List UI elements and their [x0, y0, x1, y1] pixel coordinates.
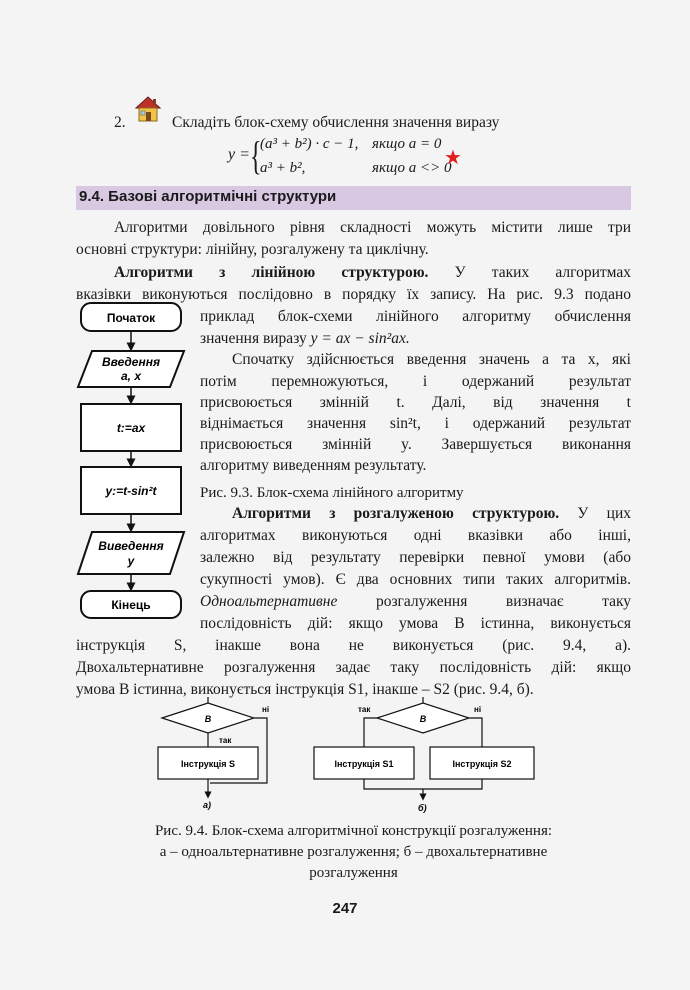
- linear-line-4-pre: значення виразу: [200, 330, 307, 347]
- diagram-b-yes-label: так: [358, 705, 371, 714]
- seq-line-4: віднімається значення sin²t, і одержаний результат: [200, 415, 631, 432]
- star-icon: ★: [444, 145, 462, 169]
- branch-line-1-rest: У цих: [577, 505, 631, 522]
- diagram-a: [158, 697, 269, 810]
- branch-heading: Алгоритми з розгалуженою структурою.: [232, 505, 560, 522]
- fig94-caption-line-1: Рис. 9.4. Блок-схема алгоритмічної конструкції розгалуження:: [154, 823, 553, 839]
- diagram-b: [314, 697, 534, 813]
- diagram-a-instr-label: Інструкція S: [180, 759, 236, 769]
- seq-line-5: присвоюється змінній y. Завершується виконання: [200, 436, 631, 453]
- seq-line-1: Спочатку здійснюється введення значень a та x, які: [232, 351, 631, 368]
- branch-line-4: сукупності умов). Є два основних типи таких алгоритмів.: [200, 571, 631, 588]
- start-label: Початок: [106, 311, 156, 325]
- branch-line-5-rest: розгалуження визначає таку: [375, 593, 632, 610]
- intro-line-1: Алгоритми довільного рівня складності можуть містити лише три: [114, 219, 631, 236]
- page-number: 247: [332, 900, 358, 917]
- formula: [224, 134, 474, 182]
- branch-line-5-italic: Одноальтернативне: [200, 593, 338, 610]
- branch-line-3: залежно від результату перевірки певної умови (або: [200, 549, 631, 566]
- seq-line-3: присвоюється змінній t. Далі, від значення t: [200, 394, 631, 411]
- task-number: 2.: [114, 114, 126, 131]
- branch-line-6: послідовність дій: якщо умова B істинна, виконується: [200, 615, 631, 632]
- fig94-caption-line-3: розгалуження: [309, 865, 398, 881]
- branch-line-5: [200, 591, 631, 613]
- diagram-a-caption: а): [203, 800, 212, 810]
- diagram-b-no-label: ні: [474, 705, 482, 714]
- seq-line-6: алгоритму виведенням результату.: [200, 457, 427, 474]
- formula-brace: {: [250, 133, 262, 178]
- linear-formula: y = ax − sin²ax.: [310, 330, 410, 347]
- diagram-b-instr2-label: Інструкція S2: [452, 759, 512, 769]
- linear-line-1-rest: У таких алгоритмах: [454, 264, 631, 281]
- diagram-b-caption: б): [418, 803, 427, 813]
- house-icon: [133, 94, 163, 124]
- section-header: [76, 186, 631, 210]
- branch-line-9: умова B істинна, виконується інструкція S1, інакше – S2 (рис. 9.4, б).: [76, 681, 534, 698]
- formula-case1-cond: якщо a = 0: [372, 136, 442, 152]
- task-text: Складіть блок-схему обчислення значення виразу: [172, 114, 500, 131]
- process-1-label: t:=ax: [116, 421, 146, 435]
- process-2-label: y:=t-sin²t: [105, 484, 157, 498]
- linear-line-2: вказівки виконуються послідовно в порядку їх запису. На рис. 9.3 подано: [76, 286, 631, 303]
- formula-case2-expr: a³ + b²,: [260, 160, 306, 176]
- branch-line-1: [232, 503, 631, 525]
- formula-lhs: y =: [228, 146, 250, 163]
- input-label-2: a, x: [120, 369, 142, 383]
- diagram-b-instr1-label: Інструкція S1: [334, 759, 394, 769]
- linear-heading: Алгоритми з лінійною структурою.: [114, 264, 429, 281]
- linear-flowchart: [70, 295, 195, 620]
- end-label: Кінець: [111, 598, 151, 612]
- section-title: 9.4. Базові алгоритмічні структури: [79, 188, 337, 205]
- diagram-a-cond-label: B: [204, 714, 212, 724]
- intro-line-2: основні структури: лінійну, розгалужену та циклічну.: [76, 241, 429, 258]
- fig93-caption: Рис. 9.3. Блок-схема лінійного алгоритму: [200, 485, 464, 501]
- diagram-a-no-label: ні: [262, 705, 270, 714]
- fig94-caption-line-2: а – одноальтернативне розгалуження; б – двохальтернативне: [159, 844, 548, 860]
- branch-line-2: алгоритмах виконуються одні вказівки або інші,: [200, 527, 631, 544]
- linear-line-3: приклад блок-схеми лінійного алгоритму обчислення: [200, 308, 631, 325]
- branch-line-7: інструкція S, інакше вона не виконується (рис. 9.4, а).: [76, 637, 631, 654]
- linear-line-1: [114, 262, 631, 284]
- diagram-a-yes-label: так: [219, 736, 232, 745]
- formula-case2-cond: якщо a <> 0: [372, 160, 452, 176]
- output-label-2: y: [127, 554, 135, 568]
- seq-line-2: потім перемножуються, і одержаний результат: [200, 373, 631, 390]
- diagram-b-cond-label: B: [419, 714, 427, 724]
- branch-line-8: Двохальтернативне розгалуження задає таку послідовність дій: якщо: [76, 659, 631, 676]
- input-label-1: Введення: [101, 355, 161, 369]
- branch-diagrams: [140, 695, 570, 815]
- formula-case1-expr: (a³ + b²) · c − 1,: [260, 136, 359, 152]
- output-label-1: Виведення: [98, 539, 164, 553]
- linear-line-4: [200, 328, 410, 350]
